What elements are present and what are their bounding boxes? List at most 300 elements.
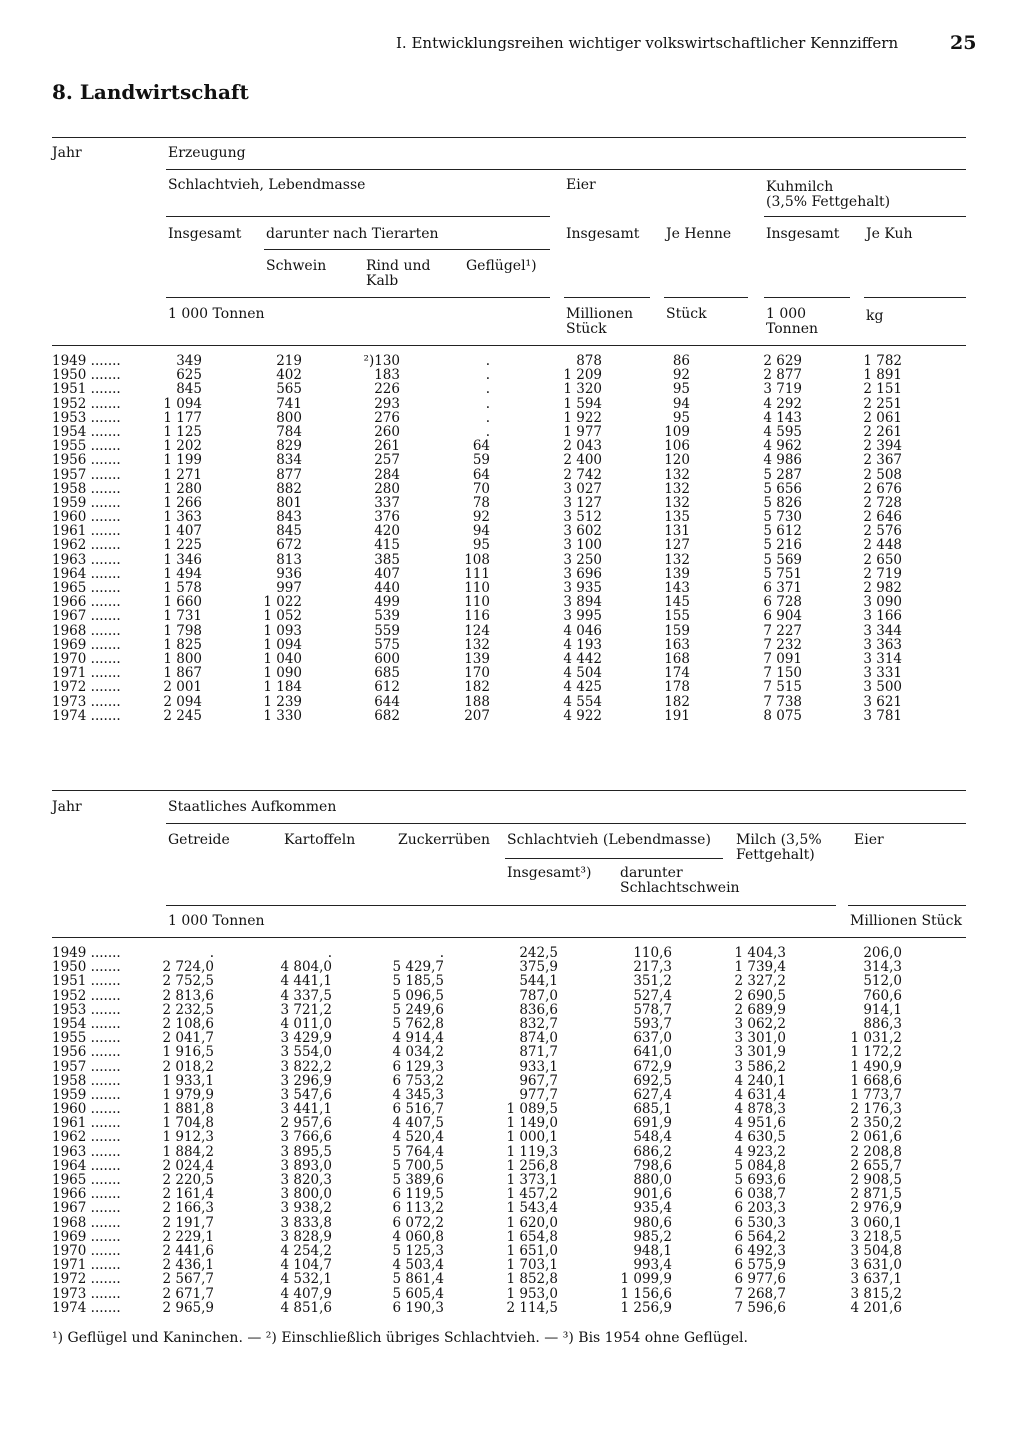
table-cell: 95 (672, 381, 690, 398)
table-cell: 261 (374, 438, 400, 455)
table-cell: 337 (374, 494, 400, 511)
table-cell: 108 (464, 551, 490, 568)
table-cell: 139 (464, 650, 490, 667)
table-cell: 7 268,7 (734, 1285, 786, 1302)
table-cell: 1 156,6 (620, 1285, 672, 1302)
table-cell: 1 800 (163, 650, 202, 667)
table2-col-kartoffeln-values (280, 946, 332, 1315)
table-cell: 132 (664, 494, 690, 511)
table-cell: 132 (664, 466, 690, 483)
table-cell: 1954 ....... (52, 423, 121, 440)
table-cell: 64 (472, 438, 490, 455)
table-cell: 183 (374, 367, 400, 384)
table-cell: 5 612 (763, 523, 802, 540)
table-cell: 1950 ....... (52, 367, 121, 384)
table-cell: 1 660 (163, 594, 202, 611)
table-cell: . (485, 395, 490, 412)
table-cell: 1958 ....... (52, 1072, 121, 1089)
table2-col-getreide: Getreide (168, 832, 230, 848)
table-cell: 800 (276, 409, 302, 426)
table-cell: . (485, 367, 490, 384)
table-cell: 1963 ....... (52, 551, 121, 568)
table-cell: 178 (664, 679, 690, 696)
table-cell: 5 429,7 (392, 959, 444, 976)
table1-col-je-henne: Je Henne (666, 226, 732, 242)
table-cell: 1 404,3 (734, 945, 786, 961)
table-cell: 3 314 (863, 650, 902, 667)
table-cell: 4 554 (563, 693, 602, 710)
table-cell: 1 089,5 (506, 1101, 558, 1118)
table-cell: 682 (374, 707, 400, 724)
table-cell: 600 (374, 650, 400, 667)
table-cell: 1 773,7 (850, 1086, 902, 1103)
table-cell: 784 (276, 423, 302, 440)
table-cell: 6 564,2 (734, 1228, 786, 1245)
table-cell: 4 201,6 (850, 1299, 902, 1316)
table-cell: 548,4 (633, 1129, 672, 1146)
table-cell: 1 363 (163, 509, 202, 526)
table-cell: 188 (464, 693, 490, 710)
table-cell: 843 (276, 509, 302, 526)
table-cell: 1 782 (863, 353, 902, 369)
table-cell: 206,0 (863, 945, 902, 961)
table-cell: 92 (472, 509, 490, 526)
table-cell: 4 631,4 (734, 1086, 786, 1103)
table-cell: 3 815,2 (850, 1285, 902, 1302)
table-cell: 1964 ....... (52, 1157, 121, 1174)
table-cell: 1956 ....... (52, 452, 121, 469)
table-cell: . (485, 381, 490, 398)
table-cell: 1954 ....... (52, 1015, 121, 1032)
table-cell: 351,2 (633, 973, 672, 990)
table2-col-schlacht-values (506, 946, 558, 1315)
table-cell: 4 193 (563, 636, 602, 653)
table-cell: 3 631,0 (850, 1257, 902, 1274)
table1-col-gefluegel: Geflügel¹) (466, 258, 537, 274)
table-cell: 977,7 (519, 1086, 558, 1103)
table-cell: 2 232,5 (162, 1001, 214, 1018)
table-cell: 3 833,8 (280, 1214, 332, 1231)
table-cell: 1 891 (863, 367, 902, 384)
table2-col-zuckerrueben-values (392, 946, 444, 1315)
table-cell: 2 245 (163, 707, 202, 724)
table-cell: 7 150 (763, 665, 802, 682)
table-cell: 5 826 (763, 494, 802, 511)
table-cell: 644 (374, 693, 400, 710)
table-cell: 3 060,1 (850, 1214, 902, 1231)
table-cell: 1960 ....... (52, 1101, 121, 1118)
table-cell: 1 912,3 (162, 1129, 214, 1146)
table-cell: 3 301,9 (734, 1044, 786, 1061)
table-cell: 1951 ....... (52, 381, 121, 398)
table-cell: 1969 ....... (52, 636, 121, 653)
table2-col-darunter: darunter Schlachtschwein (620, 865, 740, 896)
table2-col-getreide-values (162, 946, 214, 1315)
table-cell: 1972 ....... (52, 1271, 121, 1288)
table-cell: 284 (374, 466, 400, 483)
table-cell: 2 261 (863, 423, 902, 440)
table-cell: 3 637,1 (850, 1271, 902, 1288)
table-cell: 2 877 (763, 367, 802, 384)
table-cell: 741 (276, 395, 302, 412)
table-cell: 1 703,1 (506, 1257, 558, 1274)
table-cell: 8 075 (763, 707, 802, 724)
table-cell: 1 256,8 (506, 1157, 558, 1174)
table-cell: 877 (276, 466, 302, 483)
table-cell: 2 689,9 (734, 1001, 786, 1018)
table-cell: 6 129,3 (392, 1058, 444, 1075)
table-cell: 3 895,5 (280, 1143, 332, 1160)
table-cell: 132 (664, 480, 690, 497)
table-cell: 4 407,9 (280, 1285, 332, 1302)
table-cell: 2 251 (863, 395, 902, 412)
table-cell: 3 893,0 (280, 1157, 332, 1174)
table1-years (52, 354, 121, 723)
table1-top-rule (52, 137, 966, 138)
table-cell: 1 953,0 (506, 1285, 558, 1302)
table-cell: 132 (664, 551, 690, 568)
table-cell: 4 962 (763, 438, 802, 455)
table-cell: 3 331 (863, 665, 902, 682)
table-cell: 207 (464, 707, 490, 724)
table-cell: 612 (374, 679, 400, 696)
table-cell: 2 752,5 (162, 973, 214, 990)
table-cell: 375,9 (519, 959, 558, 976)
table-cell: 7 091 (763, 650, 802, 667)
table-cell: 1965 ....... (52, 580, 121, 596)
table-cell: 257 (374, 452, 400, 469)
table-cell: 1 798 (163, 622, 202, 639)
table-cell: 4 345,3 (392, 1086, 444, 1103)
table-cell: 143 (664, 580, 690, 596)
table-cell: 5 569 (763, 551, 802, 568)
table-cell: 967,7 (519, 1072, 558, 1089)
table-cell: 2 676 (863, 480, 902, 497)
table-cell: 4 011,0 (280, 1015, 332, 1032)
table-cell: 1 271 (163, 466, 202, 483)
table-cell: 3 100 (563, 537, 602, 554)
table-cell: 4 504 (563, 665, 602, 682)
table-cell: 159 (664, 622, 690, 639)
table2-col-eier-values (850, 946, 902, 1315)
table-cell: 70 (472, 480, 490, 497)
table-cell: 2 719 (863, 565, 902, 582)
table-cell: 2 650 (863, 551, 902, 568)
table-cell: . (439, 945, 444, 961)
table-cell: 1974 ....... (52, 1299, 121, 1316)
table-cell: 3 090 (863, 594, 902, 611)
table-cell: 3 719 (763, 381, 802, 398)
table-cell: 217,3 (633, 959, 672, 976)
table-cell: 2 976,9 (850, 1200, 902, 1217)
table-cell: 691,9 (633, 1115, 672, 1132)
table-cell: 3 995 (563, 608, 602, 625)
table-cell: 1 202 (163, 438, 202, 455)
table-cell: 182 (464, 679, 490, 696)
table-cell: 3 429,9 (280, 1030, 332, 1047)
table-cell: 980,6 (633, 1214, 672, 1231)
table-cell: 124 (464, 622, 490, 639)
table2-years (52, 946, 121, 1315)
table-cell: 1951 ....... (52, 973, 121, 990)
table-cell: 1 654,8 (506, 1228, 558, 1245)
table-cell: 1 052 (263, 608, 302, 625)
table-cell: 127 (664, 537, 690, 554)
table-cell: 1 490,9 (850, 1058, 902, 1075)
table-cell: 575 (374, 636, 400, 653)
table-cell: 1961 ....... (52, 523, 121, 540)
table1-col-schwein-values (263, 354, 302, 723)
table-cell: 1 125 (163, 423, 202, 440)
table-cell: 4 407,5 (392, 1115, 444, 1132)
table-cell: 1 578 (163, 580, 202, 596)
table-cell: 5 249,6 (392, 1001, 444, 1018)
table-cell: 1972 ....... (52, 679, 121, 696)
table-cell: 5 700,5 (392, 1157, 444, 1174)
table-cell: 3 441,1 (280, 1101, 332, 1118)
table-cell: 4 442 (563, 650, 602, 667)
table-cell: 1 594 (563, 395, 602, 412)
table-cell: 692,5 (633, 1072, 672, 1089)
table-cell: 3 602 (563, 523, 602, 540)
table2-col-insgesamt: Insgesamt³) (507, 865, 592, 881)
table1-group-erzeugung: Erzeugung (168, 145, 246, 161)
table-cell: 2 813,6 (162, 987, 214, 1004)
table-cell: 1959 ....... (52, 494, 121, 511)
table-cell: 2 448 (863, 537, 902, 554)
table-cell: 834 (276, 452, 302, 469)
table-cell: 1 119,3 (506, 1143, 558, 1160)
table2-col-zuckerrueben: Zuckerrüben (398, 832, 491, 848)
table-cell: 110,6 (633, 945, 672, 961)
table-cell: 4 292 (763, 395, 802, 412)
table-cell: 993,4 (633, 1257, 672, 1274)
table-cell: 2 965,9 (162, 1299, 214, 1316)
table-cell: 5 762,8 (392, 1015, 444, 1032)
table-cell: 5 287 (763, 466, 802, 483)
table-cell: 5 764,4 (392, 1143, 444, 1160)
table-cell: 280 (374, 480, 400, 497)
table-cell: 2 350,2 (850, 1115, 902, 1132)
table-cell: 6 753,2 (392, 1072, 444, 1089)
table-cell: 832,7 (519, 1015, 558, 1032)
table-cell: 155 (664, 608, 690, 625)
table-cell: 3 027 (563, 480, 602, 497)
table-cell: 1 256,9 (620, 1299, 672, 1316)
table-cell: 2 061 (863, 409, 902, 426)
table-cell: 641,0 (633, 1044, 672, 1061)
table-cell: 1 330 (263, 707, 302, 724)
table-cell: 2 151 (863, 381, 902, 398)
table-cell: 798,6 (633, 1157, 672, 1174)
table-cell: 219 (276, 353, 302, 369)
table-cell: 2 724,0 (162, 959, 214, 976)
table-cell: 106 (664, 438, 690, 455)
table-cell: 935,4 (633, 1200, 672, 1217)
table-cell: 415 (374, 537, 400, 554)
table-cell: 1 884,2 (162, 1143, 214, 1160)
table-cell: 276 (374, 409, 400, 426)
table-cell: 6 371 (763, 580, 802, 596)
table-cell: 6 977,6 (734, 1271, 786, 1288)
table1-col-rind: Rind und Kalb (366, 258, 431, 289)
table-cell: 1965 ....... (52, 1172, 121, 1188)
table-cell: 1 867 (163, 665, 202, 682)
table-cell: 139 (664, 565, 690, 582)
table-cell: 145 (664, 594, 690, 611)
table-cell: 1958 ....... (52, 480, 121, 497)
table-cell: 565 (276, 381, 302, 398)
table-cell: 2 001 (163, 679, 202, 696)
table-cell: 5 389,6 (392, 1172, 444, 1188)
table-cell: 2 690,5 (734, 987, 786, 1004)
table-cell: 3 935 (563, 580, 602, 596)
table-cell: 5 216 (763, 537, 802, 554)
table-cell: 1 199 (163, 452, 202, 469)
table-cell: 1 209 (563, 367, 602, 384)
table-cell: 3 822,2 (280, 1058, 332, 1075)
table1-col-schwein: Schwein (266, 258, 327, 274)
table-cell: 4 046 (563, 622, 602, 639)
table2-col-milch: Milch (3,5% Fettgehalt) (736, 832, 822, 863)
table-cell: 1 239 (263, 693, 302, 710)
table-cell: 2 094 (163, 693, 202, 710)
table1-col-milch-insgesamt: Insgesamt (766, 226, 840, 242)
table-cell: 1 320 (563, 381, 602, 398)
table-cell: 4 532,1 (280, 1271, 332, 1288)
table-cell: 4 520,4 (392, 1129, 444, 1146)
table-cell: 1967 ....... (52, 1200, 121, 1217)
table-cell: 1970 ....... (52, 1242, 121, 1259)
table-cell: 1 704,8 (162, 1115, 214, 1132)
table-cell: 168 (664, 650, 690, 667)
table-cell: 440 (374, 580, 400, 596)
table1-unit-stueck: Stück (666, 306, 707, 322)
table-cell: 880,0 (633, 1172, 672, 1188)
table-cell: 1 651,0 (506, 1242, 558, 1259)
table-cell: 1952 ....... (52, 987, 121, 1004)
table-cell: 5 861,4 (392, 1271, 444, 1288)
table1-col-milch-values (763, 354, 802, 723)
table-cell: 4 804,0 (280, 959, 332, 976)
table-cell: 1970 ....... (52, 650, 121, 667)
table-cell: 2 908,5 (850, 1172, 902, 1188)
table-cell: 672 (276, 537, 302, 554)
table-cell: 2 041,7 (162, 1030, 214, 1047)
table-cell: 1962 ....... (52, 537, 121, 554)
table-cell: 1967 ....... (52, 608, 121, 625)
table-cell: 787,0 (519, 987, 558, 1004)
table-cell: 813 (276, 551, 302, 568)
table-cell: 1 933,1 (162, 1072, 214, 1089)
table1-col-insgesamt: Insgesamt (168, 226, 242, 242)
table-cell: 4 425 (563, 679, 602, 696)
table-cell: 94 (672, 395, 690, 412)
table-cell: 7 515 (763, 679, 802, 696)
table-cell: 637,0 (633, 1030, 672, 1047)
table-cell: 1 094 (163, 395, 202, 412)
table-cell: 1973 ....... (52, 693, 121, 710)
table-cell: 1 094 (263, 636, 302, 653)
table-cell: 293 (374, 395, 400, 412)
table-cell: 1960 ....... (52, 509, 121, 526)
table-cell: . (209, 945, 214, 961)
table-cell: 385 (374, 551, 400, 568)
table-cell: 672,9 (633, 1058, 672, 1075)
table-cell: 4 851,6 (280, 1299, 332, 1316)
table-cell: 2 367 (863, 452, 902, 469)
table-cell: 4 337,5 (280, 987, 332, 1004)
table-cell: 1 922 (563, 409, 602, 426)
table-cell: 6 072,2 (392, 1214, 444, 1231)
table-cell: 2 441,6 (162, 1242, 214, 1259)
table-cell: 6 203,3 (734, 1200, 786, 1217)
table-cell: 3 781 (863, 707, 902, 724)
table-cell: 1 093 (263, 622, 302, 639)
table-cell: 2 161,4 (162, 1186, 214, 1203)
table-cell: 6 119,5 (392, 1186, 444, 1203)
table-cell: 1 852,8 (506, 1271, 558, 1288)
table1-col-je-henne-values (664, 354, 690, 723)
table-cell: 3 800,0 (280, 1186, 332, 1203)
table-cell: 6 575,9 (734, 1257, 786, 1274)
table2-body-rule (52, 937, 966, 938)
table-cell: 3 166 (863, 608, 902, 625)
table-cell: 2 871,5 (850, 1186, 902, 1203)
table-cell: 836,6 (519, 1001, 558, 1018)
table-cell: 376 (374, 509, 400, 526)
table-cell: . (327, 945, 332, 961)
table-cell: 3 547,6 (280, 1086, 332, 1103)
table1-group-schlachtvieh: Schlachtvieh, Lebendmasse (168, 177, 366, 193)
table-cell: 3 500 (863, 679, 902, 696)
table-cell: 1 172,2 (850, 1044, 902, 1061)
table-cell: 985,2 (633, 1228, 672, 1245)
table-cell: 6 728 (763, 594, 802, 611)
table2-col-eier: Eier (854, 832, 884, 848)
table-cell: 1949 ....... (52, 945, 121, 961)
table-cell: 1962 ....... (52, 1129, 121, 1146)
table-cell: 1953 ....... (52, 409, 121, 426)
table-cell: 95 (672, 409, 690, 426)
table-cell: 1 739,4 (734, 959, 786, 976)
table-cell: 4 441,1 (280, 973, 332, 990)
table-cell: 4 143 (763, 409, 802, 426)
table-cell: 5 751 (763, 565, 802, 582)
table-cell: 2 327,2 (734, 973, 786, 990)
table-cell: 64 (472, 466, 490, 483)
table-cell: 226 (374, 381, 400, 398)
table-cell: 3 721,2 (280, 1001, 332, 1018)
table-cell: 527,4 (633, 987, 672, 1004)
table-cell: 1968 ....... (52, 1214, 121, 1231)
table-cell: 1949 ....... (52, 353, 121, 369)
table-cell: 260 (374, 423, 400, 440)
table-cell: 4 951,6 (734, 1115, 786, 1132)
table1-group-kuhmilch: Kuhmilch (3,5% Fettgehalt) (766, 179, 891, 210)
table-cell: 3 820,3 (280, 1172, 332, 1188)
table-cell: 6 038,7 (734, 1186, 786, 1203)
table1-unit-mio-stueck: Millionen Stück (566, 306, 633, 337)
table-cell: 1 407 (163, 523, 202, 540)
table-cell: 5 730 (763, 509, 802, 526)
table-cell: 1 177 (163, 409, 202, 426)
table-cell: 2 024,4 (162, 1157, 214, 1174)
table-cell: 1968 ....... (52, 622, 121, 639)
table-cell: 1963 ....... (52, 1143, 121, 1160)
table1-col-je-kuh: Je Kuh (866, 226, 913, 242)
table-cell: 163 (664, 636, 690, 653)
